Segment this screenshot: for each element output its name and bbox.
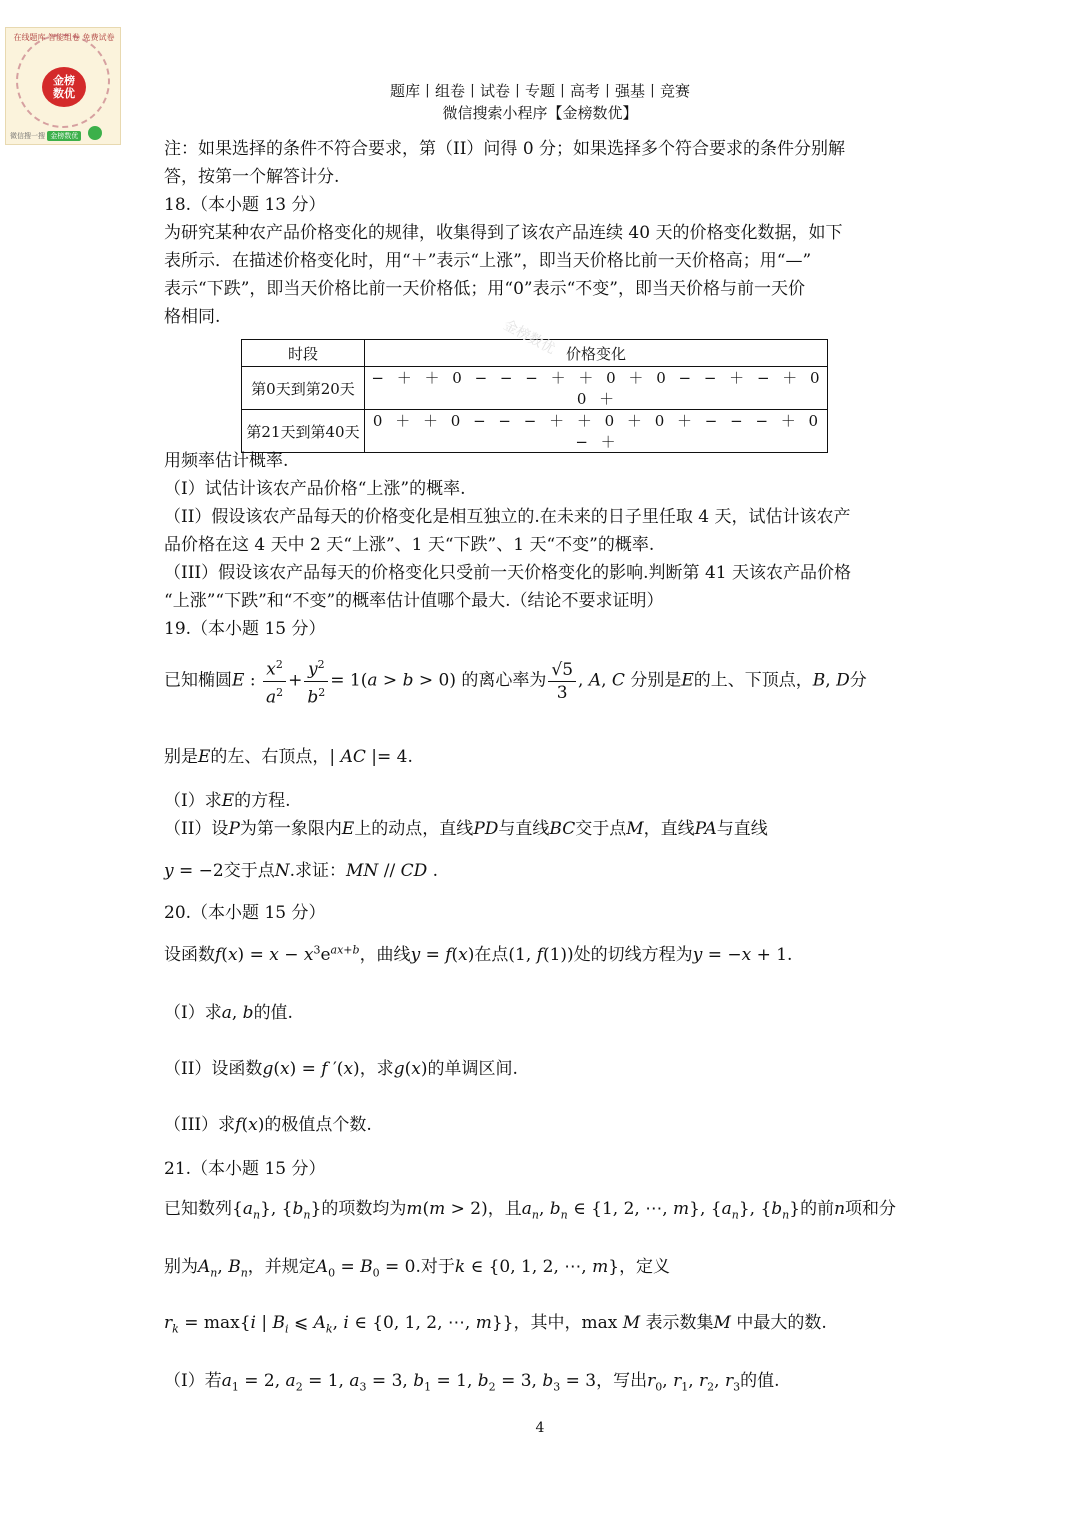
logo-badge-line1: 金榜	[53, 74, 75, 87]
q20-part2-c: 的单调区间.	[427, 1059, 518, 1079]
q20-part3: （III）求f(x)的极值点个数.	[164, 1115, 372, 1135]
miniprogram-icon	[88, 126, 102, 140]
q19-line4-c: .求证：	[289, 861, 347, 881]
q18-intro-4: 格相同.	[164, 307, 221, 327]
q18-part2-a: （II）假设该农产品每天的价格变化是相互独立的.在未来的日子里任取 4 天，试估计该农产	[164, 507, 851, 527]
q21-l2-a: 别为	[164, 1257, 198, 1277]
price-change-table	[241, 339, 828, 453]
q21-l3-a: ，其中，	[513, 1313, 582, 1333]
q19-part2-b: 为第一象限内	[239, 819, 342, 839]
note-line2: 答，按第一个解答计分.	[164, 167, 340, 187]
q19-part2-f: ，直线	[643, 819, 695, 839]
q18-intro-2: 表所示．在描述价格变化时，用“＋”表示“上涨”，即当天价格比前一天价格高；用“—”	[164, 251, 812, 271]
q19-ecc-label: 的离心率为	[461, 670, 547, 691]
q19-fen: 分	[849, 670, 867, 691]
q19-part2: （II）设P为第一象限内E上的动点，直线PD与直线BC交于点M，直线PA与直线	[164, 819, 768, 839]
q19-ac-text: 分别是	[630, 670, 682, 691]
row2-label: 第21天到第40天	[242, 410, 365, 453]
q19-part1-b: 的方程.	[234, 791, 291, 811]
row1-label: 第0天到第20天	[242, 367, 365, 410]
q19-line1: 已知椭圆E : $\frac{x^2}{a^2}$ + $\frac{y^2}{b^2}$ = 1(a > b > 0) 的离心率为 $\frac{√5}{3}$ , A, C 分别是E的上、下顶点，B, D分	[164, 654, 867, 708]
table-row	[242, 410, 828, 453]
q21-title: 21.（本小题 15 分）	[164, 1159, 326, 1179]
q21-l1-b: 的项数均为	[321, 1199, 407, 1219]
logo-footer-right: 金榜数优	[47, 131, 81, 141]
q19-line4: y = −2交于点N.求证：MN // CD .	[164, 861, 439, 881]
q21-line1: 已知数列$\{a_n\}$, $\{b_n\}$的项数均为m(m > 2)，且$a_n$, $b_n$ ∈ {1, 2, ⋯, m}, $\{a_n\}$, $\{b_n\}$的前n项和分	[164, 1199, 897, 1222]
header-line2: 微信搜索小程序【金榜数优】	[442, 104, 638, 122]
q18-title: 18.（本小题 13 分）	[164, 195, 326, 215]
q20-part2-b: ，求	[359, 1059, 394, 1079]
q19-part1: （I）求E的方程.	[164, 791, 291, 811]
q21-l3-max: max	[581, 1313, 618, 1333]
q19-title: 19.（本小题 15 分）	[164, 619, 326, 639]
logo-footer	[10, 131, 81, 141]
q20-title: 20.（本小题 15 分）	[164, 903, 326, 923]
page-number: 4	[535, 1420, 545, 1436]
q19-part1-a: （I）求	[164, 791, 222, 811]
header-period: 时段	[242, 340, 365, 367]
q21-part1-a: （I）若	[164, 1371, 222, 1391]
logo-footer-left: 微信搜一搜	[10, 132, 45, 140]
q18-part3-a: （III）假设该农产品每天的价格变化只受前一天价格变化的影响.判断第 41 天该农产品价格	[164, 563, 851, 583]
q20-intro-b: ，曲线	[359, 945, 411, 965]
q18-freq: 用频率估计概率.	[164, 451, 289, 471]
q21-l1-d: 的前	[800, 1199, 835, 1219]
q20-part2-a: （II）设函数	[164, 1059, 263, 1079]
q21-part1: （I）若$a_1 = 2$, $a_2 = 1$, $a_3 = 3$, $b_1 = 1$, $b_2 = 3$, $b_3 = 3$，写出$r_0$, $r_1$, $r_2$, $r_3$的值.	[164, 1371, 780, 1394]
row2-values: 0 ＋ ＋ 0 − − − ＋ ＋ 0 ＋ 0 ＋ − − − ＋ 0 − ＋	[365, 410, 828, 453]
q20-part3-b: 的极值点个数.	[264, 1115, 372, 1135]
q21-l1-c: ，且	[487, 1199, 522, 1219]
q18-part3-b: “上涨”“下跌”和“不变”的概率估计值哪个最大.（结论不要求证明）	[164, 591, 664, 611]
q19-part2-e: 交于点	[575, 819, 627, 839]
q19-line4-b: 交于点	[223, 861, 275, 881]
q19-part2-c: 上的动点，直线	[354, 819, 474, 839]
q21-l2-b: ，并规定	[247, 1257, 316, 1277]
q21-l1-e: 项和分	[845, 1199, 897, 1219]
table-header-row	[242, 340, 828, 367]
q21-part1-b: ，写出	[596, 1371, 648, 1391]
row1-values: − ＋ ＋ 0 − − − ＋ ＋ 0 ＋ 0 − − ＋ − ＋ 0 0 ＋	[365, 367, 828, 410]
q19-updown: 的上、下顶点，	[693, 670, 813, 691]
table-row	[242, 367, 828, 410]
header-line1: 题库丨组卷丨试卷丨专题丨高考丨强基丨竞赛	[389, 82, 690, 100]
q20-part1-b: 的值.	[253, 1003, 293, 1023]
q20-intro: 设函数$f(x) = x - x^3e^{ax+b}$，曲线y = f(x)在点(1, f(1))处的切线方程为y = −x + 1.	[164, 943, 793, 965]
q21-l2-c: .对于	[415, 1257, 455, 1277]
q20-intro-d: 处的切线方程为	[573, 945, 693, 965]
q20-part1-a: （I）求	[164, 1003, 222, 1023]
q21-line3: $r_k = \max\{i$ | $B_i$ ⩽ $A_k$, i ∈ {0, 1, 2, ⋯, m}}，其中，max M 表示数集M 中最大的数.	[164, 1313, 827, 1336]
q21-l3-b: 表示数集	[645, 1313, 714, 1333]
q20-intro-a: 设函数	[164, 945, 215, 965]
q18-intro-3: 表示“下跌”，即当天价格比前一天价格低；用“0”表示“不变”，即当天价格与前一天价	[164, 279, 805, 299]
q21-l1-a: 已知数列	[164, 1199, 232, 1219]
q19-part2-d: 与直线	[498, 819, 550, 839]
q20-part2: （II）设函数g(x) = f ′(x)，求g(x)的单调区间.	[164, 1059, 518, 1079]
q21-line2: 别为$A_n$, $B_n$，并规定$A_0 = B_0 = 0$.对于k ∈ {0, 1, 2, ⋯, m}，定义	[164, 1257, 671, 1280]
header-change: 价格变化	[365, 340, 828, 367]
q18-part2-b: 品价格在这 4 天中 2 天“上涨”、1 天“下跌”、1 天“不变”的概率.	[164, 535, 655, 555]
logo-arc-text: 在线题库 智能组卷 免费试卷	[13, 33, 115, 42]
logo-badge-line2: 数优	[53, 87, 75, 100]
q19-part2-g: 与直线	[716, 819, 768, 839]
watermark: 金榜数优	[500, 317, 558, 358]
q19-part2-a: （II）设	[164, 819, 229, 839]
q18-intro-1: 为研究某种农产品价格变化的规律，收集得到了该农产品连续 40 天的价格变化数据，如下	[164, 223, 843, 243]
q18-part1: （I）试估计该农产品价格“上涨”的概率.	[164, 479, 466, 499]
q20-intro-c: 在点	[474, 945, 509, 965]
q21-l2-d: ，定义	[619, 1257, 671, 1277]
note-line1: 注：如果选择的条件不符合要求，第（II）问得 0 分；如果选择多个符合要求的条件分别解	[164, 139, 846, 159]
q21-l3-c: 中最大的数.	[736, 1313, 827, 1333]
q20-part1: （I）求a, b的值.	[164, 1003, 293, 1023]
q20-part3-a: （III）求	[164, 1115, 236, 1135]
q19-known: 已知椭圆	[164, 670, 232, 691]
q19-line2-b: 的左、右顶点，	[210, 747, 330, 767]
q21-part1-c: 的值.	[740, 1371, 780, 1391]
q19-line2-a: 别是	[164, 747, 198, 767]
q19-line2: 别是E的左、右顶点，| AC |= 4.	[164, 747, 413, 767]
